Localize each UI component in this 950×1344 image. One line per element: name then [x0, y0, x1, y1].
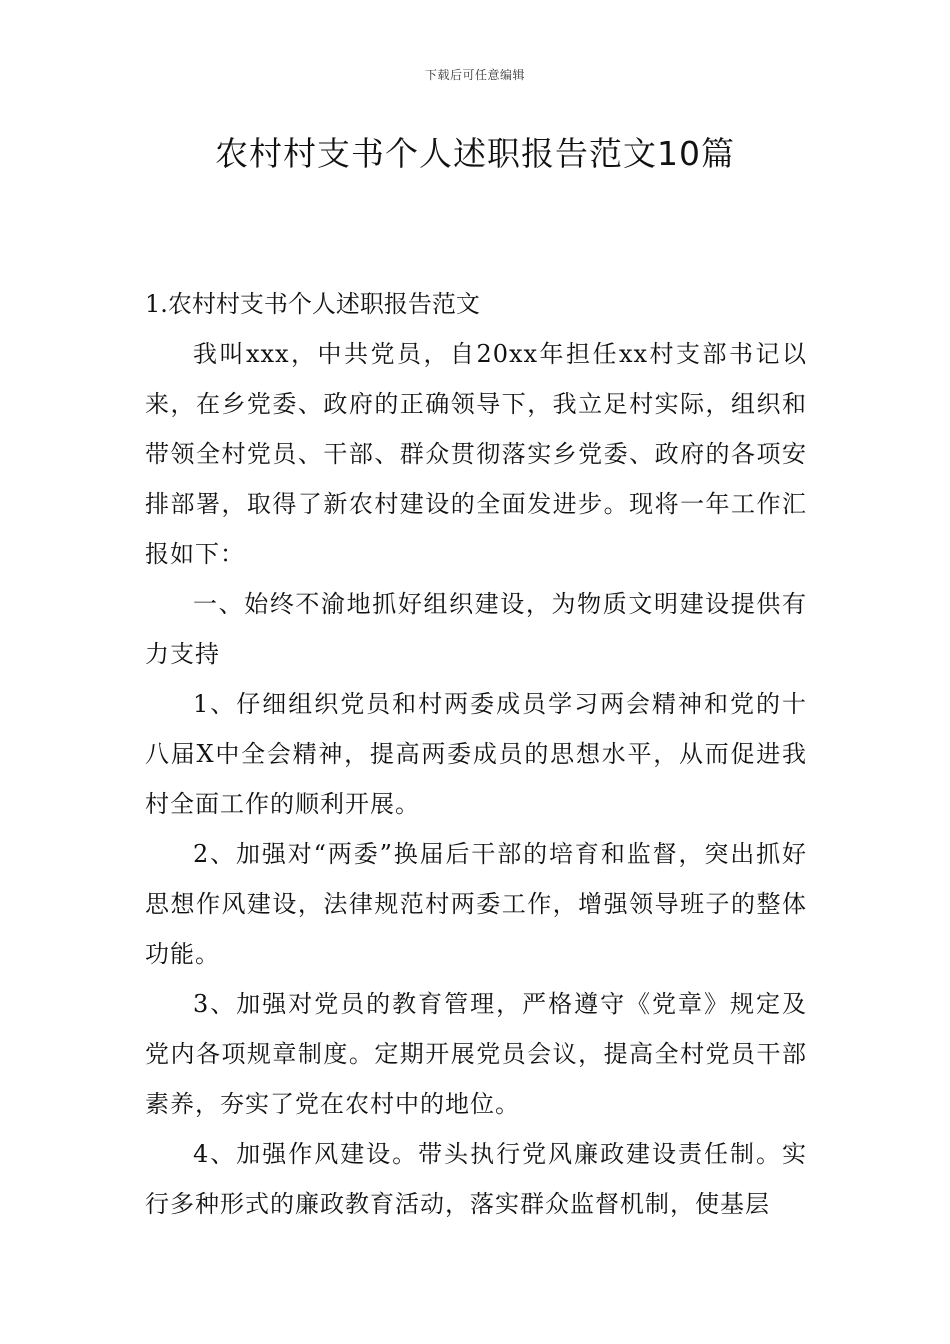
paragraph-item-2: 2、加强对“两委”换届后干部的培育和监督，突出抓好思想作风建设，法律规范村两委工作，增强领导班子的整体功能。	[145, 840, 807, 968]
paragraph-heading-one: 一、始终不渝地抓好组织建设，为物质文明建设提供有力支持	[145, 590, 807, 668]
section-heading: 1.农村村支书个人述职报告范文	[145, 290, 480, 318]
paragraph-item-3: 3、加强对党员的教育管理，严格遵守《党章》规定及党内各项规章制度。定期开展党员会议，提高全村党员干部素养，夯实了党在农村中的地位。	[145, 990, 807, 1118]
header-note: 下载后可任意编辑	[424, 68, 525, 82]
document-title: 农村村支书个人述职报告范文10篇	[215, 134, 735, 173]
paragraph-item-1: 1、仔细组织党员和村两委成员学习两会精神和党的十八届X中全会精神，提高两委成员的思想水平，从而促进我村全面工作的顺利开展。	[145, 690, 807, 818]
paragraph-intro: 我叫xxx，中共党员，自20xx年担任xx村支部书记以来，在乡党委、政府的正确领导下，我立足村实际，组织和带领全村党员、干部、群众贯彻落实乡党委、政府的各项安排部署，取得了新农村建设的全面发进步。现将一年工作汇报如下：	[145, 340, 807, 568]
paragraph-item-4: 4、加强作风建设。带头执行党风廉政建设责任制。实行多种形式的廉政教育活动，落实群众监督机制，使基层	[145, 1140, 807, 1218]
document-body	[145, 279, 807, 1229]
